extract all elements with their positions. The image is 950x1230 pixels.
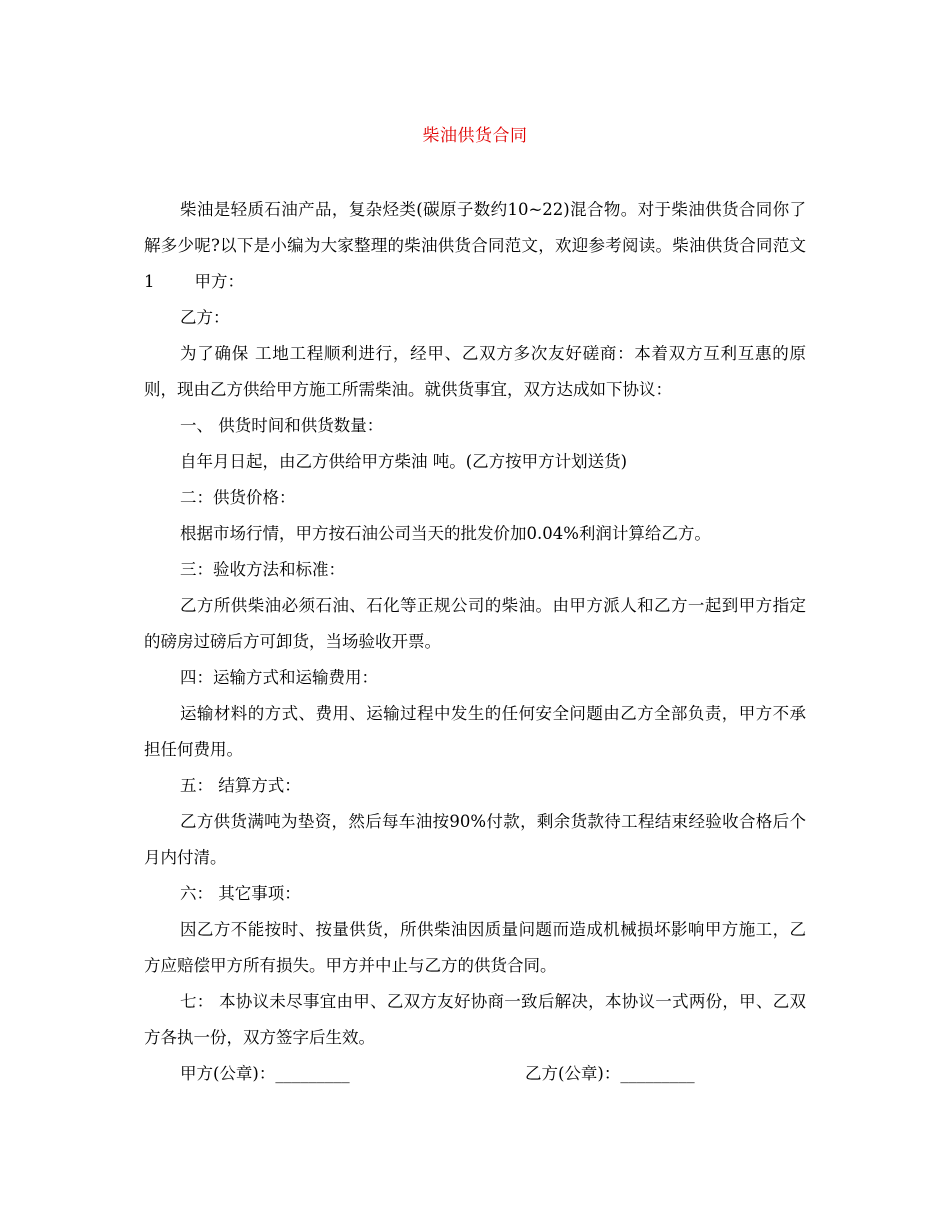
preamble-paragraph: 为了确保 工地工程顺利进行，经甲、乙双方多次友好磋商：本着双方互利互惠的原则，现由乙方供给甲方施工所需柴油。就供货事宜，双方达成如下协议： xyxy=(144,344,806,399)
document-title: 柴油供货合同 xyxy=(422,126,528,146)
section-5-heading: 五： 结算方式： xyxy=(180,776,301,795)
intro-text: 柴油是轻质石油产品，复杂烃类(碳原子数约10~22)混合物。对于柴油供货合同你了解多少呢?以下是小编为大家整理的柴油供货合同范文，欢迎参考阅读。 xyxy=(144,200,806,255)
signature-party-a: 甲方(公章)：_________ xyxy=(180,1064,350,1083)
party-a-label: 甲方： xyxy=(194,272,244,291)
clause-seven: 七： 本协议未尽事宜由甲、乙双方友好协商一致后解决，本协议一式两份，甲、乙双方各执一份，双方签字后生效。 xyxy=(144,992,806,1047)
section-6-body: 因乙方不能按时、按量供货，所供柴油因质量问题而造成机械损坏影响甲方施工，乙方应赔偿甲方所有损失。甲方并中止与乙方的供货合同。 xyxy=(144,920,806,975)
section-1-heading: 一、 供货时间和供货数量： xyxy=(180,416,384,435)
section-6-heading: 六： 其它事项： xyxy=(180,884,301,903)
section-2-heading: 二：供货价格： xyxy=(180,488,296,507)
intro-paragraph xyxy=(144,192,806,300)
section-3-heading: 三：验收方法和标准： xyxy=(180,560,345,579)
signature-row xyxy=(144,1056,806,1092)
party-b-label: 乙方： xyxy=(180,308,230,327)
section-4-heading: 四：运输方式和运输费用： xyxy=(180,668,378,687)
section-3-body: 乙方所供柴油必须石油、石化等正规公司的柴油。由甲方派人和乙方一起到甲方指定的磅房过磅后方可卸货，当场验收开票。 xyxy=(144,596,806,651)
signature-party-b: 乙方(公章)：_________ xyxy=(525,1064,695,1083)
section-4-body: 运输材料的方式、费用、运输过程中发生的任何安全问题由乙方全部负责，甲方不承担任何费用。 xyxy=(144,704,806,759)
section-2-body: 根据市场行情，甲方按石油公司当天的批发价加0.04%利润计算给乙方。 xyxy=(180,524,711,543)
document-body xyxy=(144,192,806,1092)
sample-heading: 柴油供货合同范文1 xyxy=(144,236,806,291)
section-5-body: 乙方供货满吨为垫资，然后每车油按90%付款，剩余货款待工程结束经验收合格后个月内付清。 xyxy=(144,812,806,867)
section-1-body: 自年月日起，由乙方供给甲方柴油 吨。(乙方按甲方计划送货) xyxy=(180,452,628,471)
